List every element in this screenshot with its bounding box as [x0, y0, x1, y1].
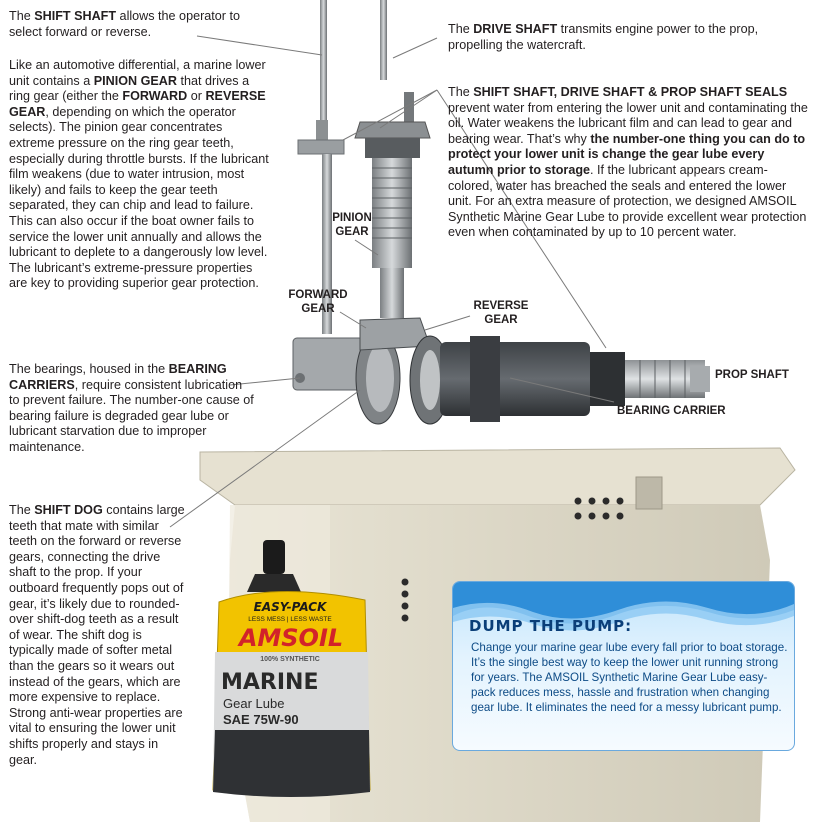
product-name: MARINE: [221, 670, 319, 695]
bearings-text: The bearings, housed in the BEARING CARRIERS, require consistent lubrication to prevent failure. The number-one cause of bearing failure is degraded gear lube or lubricant starvation due to improper maintenance.: [9, 362, 254, 454]
shift-dog-text: The SHIFT DOG contains large teeth that mate with similar teeth on the forward or reverse gears, connecting the drive shaft to the prop. If your outboard frequently pops out of gear, it’s likely due to rounded-over shift-dog teeth as a result of wear. The shift dog is typically made of softer metal than the gears so it wears out instead of the gears, which are more expensive to replace. Strong anti-wear properties are vital to ensuring the lower unit shifts properly and stays in gear.: [9, 503, 185, 767]
synthetic-tag: 100% SYNTHETIC: [260, 656, 320, 663]
dump-the-pump-callout: [452, 581, 795, 751]
gear-cluster: [293, 318, 450, 424]
pinion-gear-label: PINION GEAR: [332, 212, 372, 238]
shift-shaft-text: The SHIFT SHAFT allows the operator to select forward or reverse.: [9, 9, 240, 39]
drive-shaft-text: The DRIVE SHAFT transmits engine power to the prop, propelling the watercraft.: [448, 22, 759, 52]
drive-shaft: [355, 0, 430, 318]
differential-text: Like an automotive differential, a marine lower unit contains a PINION GEAR that drives a ring gear (either the FORWARD or REVERSE GEAR, depending on which the operator selects). The pinion gear concentrates extreme pressure on the ring gear teeth, especially during throttle bursts. If the lubricant film weakens (due to water intrusion, most likely) and fails to keep the gear teeth separated, they can chip and lead to failure. This can also occur if the boat owner fails to service the lower unit annually and allows the lubricant to deplete to a dangerously low level. The lubricant’s extreme-pressure properties are key to providing superior gear protection.: [9, 58, 269, 291]
product-sub: Gear Lube: [223, 696, 285, 711]
callout-title: DUMP THE PUMP:: [469, 617, 633, 635]
bearing-carrier-label: BEARING CARRIER: [617, 405, 726, 417]
shift-shaft: [298, 0, 344, 334]
product-grade: SAE 75W-90: [223, 712, 299, 727]
easy-pack-tagline: LESS MESS | LESS WASTE: [248, 616, 332, 623]
gear-lube-pouch: [205, 540, 375, 802]
forward-gear-label: FORWARD GEAR: [288, 289, 348, 315]
prop-shaft-label: PROP SHAFT: [715, 369, 789, 381]
seals-text: The SHIFT SHAFT, DRIVE SHAFT & PROP SHAFT SEALS prevent water from entering the lower unit and contaminating the oil. Water weakens the lubricant film and can lead to gear and bearing wear. That’s why the number-one thing you can do to protect your lower unit is change the gear lube every autumn prior to storage. If the lubricant appears cream-colored, water has breached the seals and entered the lower unit. For an extra measure of protection, we designed AMSOIL Synthetic Marine Gear Lube to provide excellent wear protection even when contaminated by up to 10 percent water.: [448, 85, 808, 240]
callout-body: Change your marine gear lube every fall prior to boat storage. It’s the single best way to keep the lower unit running strong for years. The AMSOIL Synthetic Marine Gear Lube easy-pack reduces mess, hassle and frustration when changing gear lube. It eliminates the need for a messy lubricant pump.: [471, 641, 788, 714]
brand-logo: AMSOIL: [238, 624, 344, 652]
easy-pack-badge: EASY-PACK: [253, 600, 327, 614]
reverse-gear-label: REVERSE GEAR: [473, 300, 529, 326]
